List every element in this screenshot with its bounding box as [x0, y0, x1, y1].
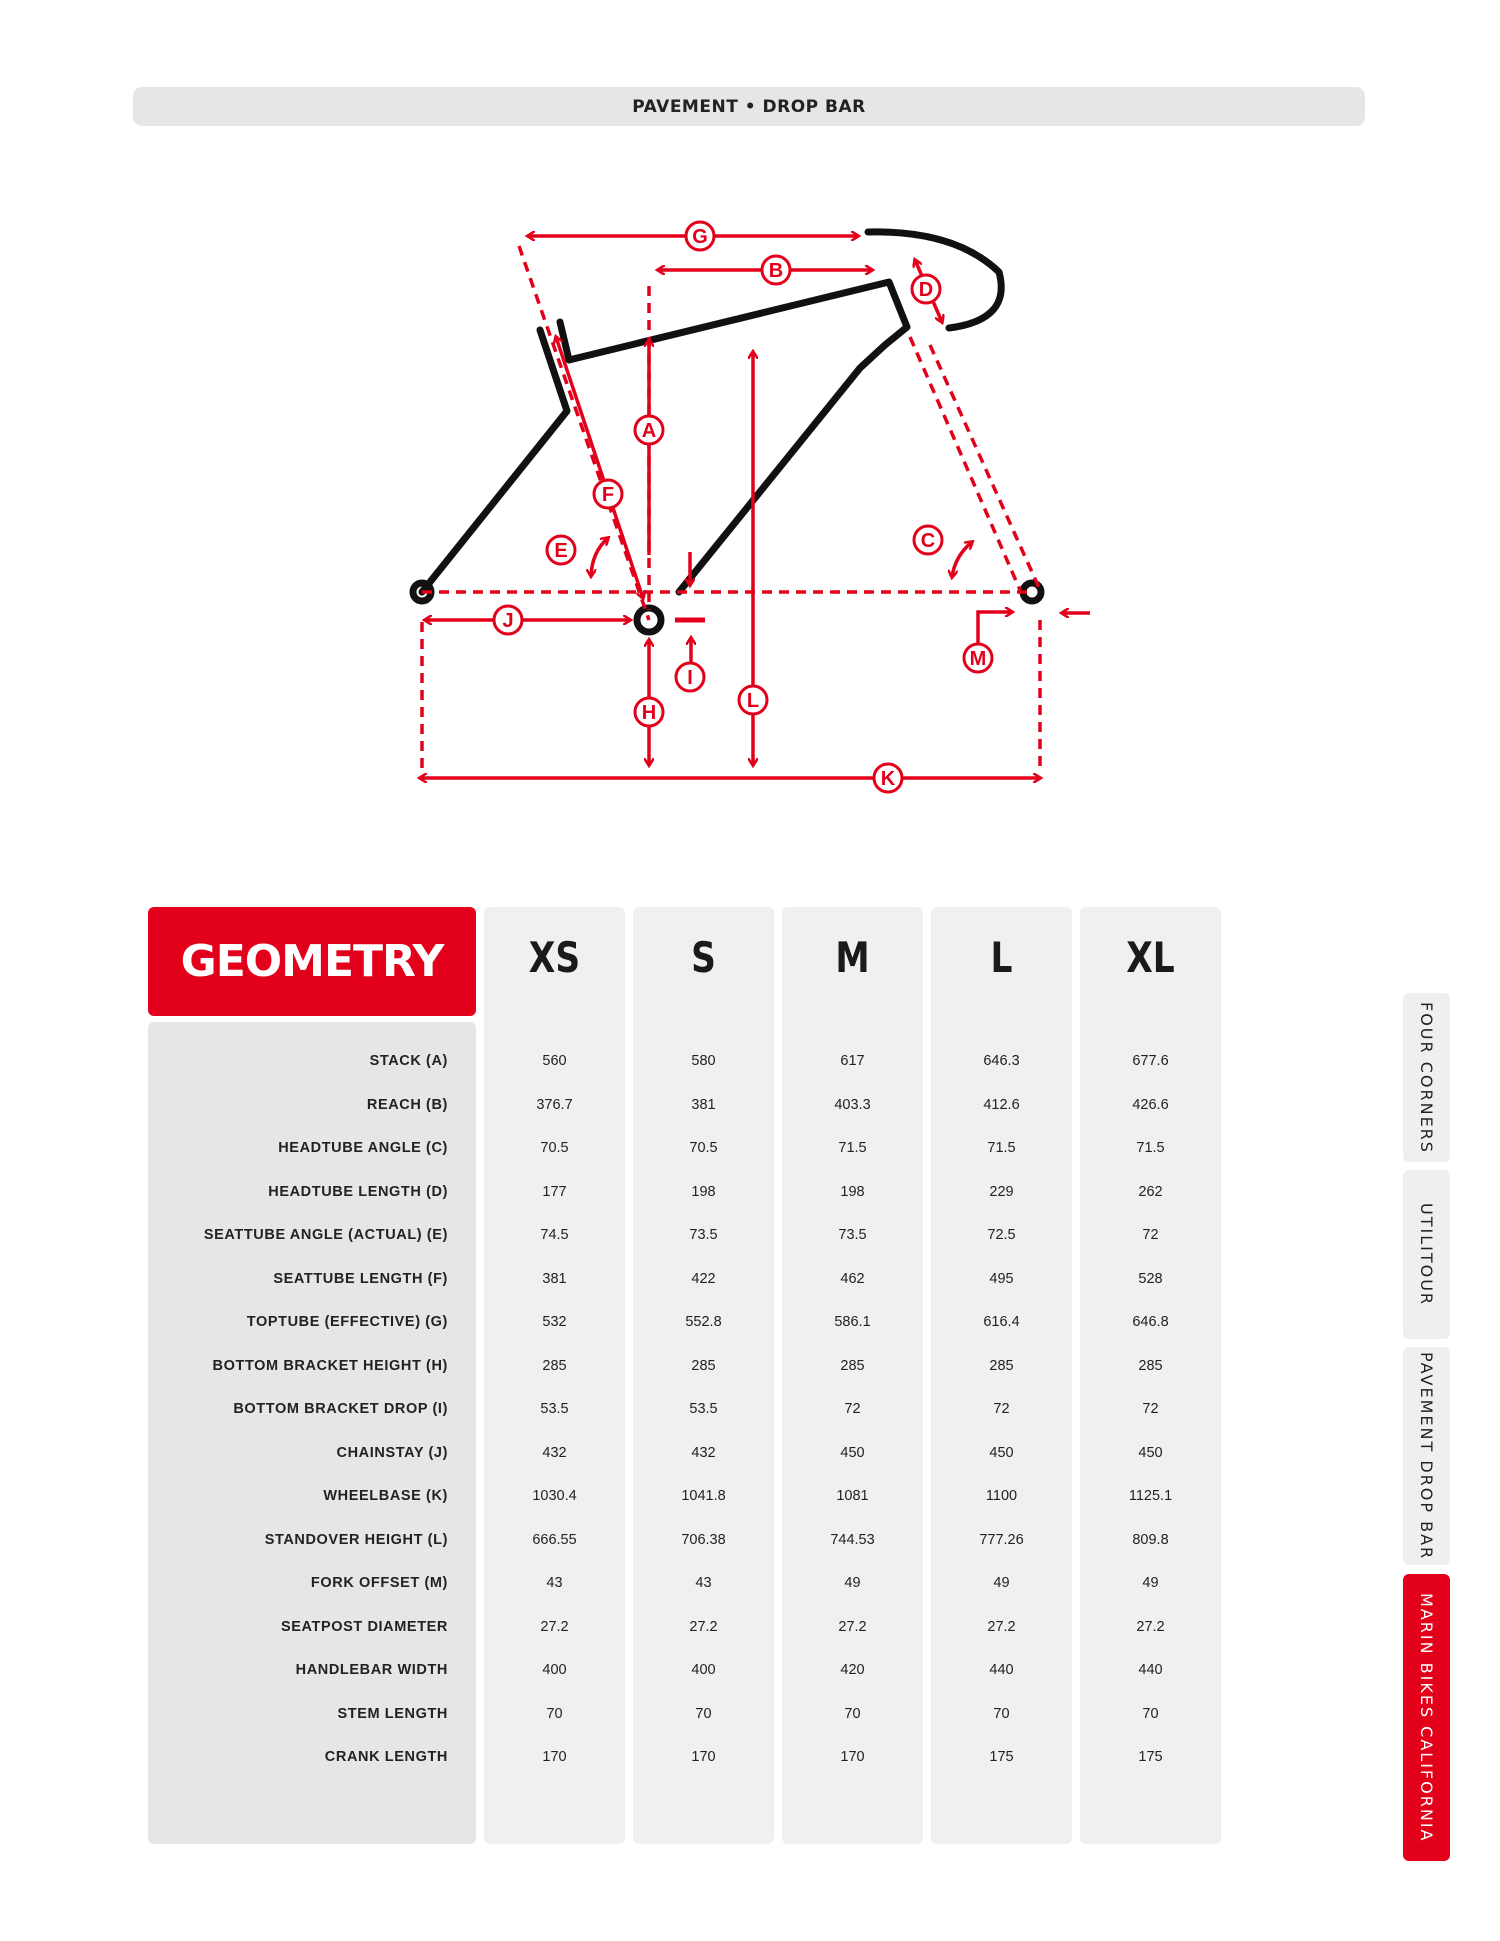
table-cell: 70	[1142, 1705, 1159, 1722]
marker-k: K	[880, 768, 896, 790]
table-cell: 49	[844, 1575, 861, 1591]
bike-frame	[413, 232, 1041, 632]
row-label: BOTTOM BRACKET DROP (I)	[233, 1401, 448, 1417]
marker-j: J	[502, 610, 514, 632]
table-cell: 170	[840, 1749, 865, 1765]
marker-m: M	[969, 648, 987, 670]
row-label: HEADTUBE LENGTH (D)	[268, 1183, 448, 1200]
table-cell: 528	[1138, 1270, 1163, 1287]
table-cell: 43	[546, 1575, 563, 1591]
table-cell: 666.55	[532, 1531, 577, 1548]
table-cell: 27.2	[987, 1618, 1016, 1635]
table-cell: 262	[1138, 1183, 1163, 1200]
side-tab-pavement-drop-bar[interactable]: PAVEMENT DROP BAR	[1403, 1347, 1450, 1565]
table-cell: 560	[542, 1053, 567, 1069]
table-cell: 70	[695, 1705, 712, 1722]
table-cell: 70	[993, 1705, 1010, 1722]
size-column-xl	[1080, 907, 1221, 1844]
row-label: STANDOVER HEIGHT (L)	[264, 1531, 448, 1548]
table-cell: 73.5	[838, 1227, 867, 1243]
table-cell: 72	[1142, 1401, 1159, 1417]
row-label: STEM LENGTH	[337, 1705, 448, 1722]
table-cell: 450	[989, 1444, 1014, 1461]
table-cell: 71.5	[987, 1140, 1016, 1156]
table-cell: 440	[989, 1662, 1014, 1678]
marker-c: C	[920, 530, 936, 552]
table-cell: 677.6	[1132, 1053, 1169, 1069]
row-label: STACK (A)	[369, 1053, 448, 1069]
table-cell: 53.5	[689, 1401, 718, 1417]
marker-g: G	[692, 226, 708, 248]
side-tab-utilitour[interactable]: UTILITOUR	[1403, 1170, 1450, 1339]
table-cell: 432	[542, 1444, 567, 1461]
geometry-diagram	[0, 0, 1500, 860]
size-header: XS	[528, 933, 581, 982]
marker-i: I	[687, 667, 693, 689]
table-cell: 1081	[836, 1488, 869, 1504]
size-column-xs	[484, 907, 625, 1844]
table-cell: 72	[993, 1401, 1010, 1417]
table-cell: 1100	[985, 1488, 1018, 1504]
category-title: PAVEMENT • DROP BAR	[632, 96, 866, 117]
size-header: M	[835, 933, 870, 982]
table-cell: 71.5	[838, 1140, 867, 1156]
table-cell: 580	[691, 1053, 716, 1069]
row-labels-column	[148, 1022, 476, 1844]
table-cell: 440	[1138, 1662, 1163, 1678]
row-label: REACH (B)	[366, 1096, 448, 1113]
table-cell: 170	[542, 1749, 567, 1765]
table-cell: 617	[840, 1053, 865, 1069]
table-cell: 73.5	[689, 1227, 718, 1243]
row-label: HANDLEBAR WIDTH	[295, 1662, 448, 1678]
row-label: TOPTUBE (EFFECTIVE) (G)	[246, 1314, 448, 1330]
marker-h: H	[641, 702, 657, 724]
table-cell: 70	[546, 1705, 563, 1722]
row-label: SEATTUBE LENGTH (F)	[273, 1270, 448, 1287]
table-cell: 27.2	[540, 1618, 569, 1635]
table-cell: 27.2	[838, 1618, 867, 1635]
table-cell: 198	[840, 1183, 865, 1200]
table-cell: 616.4	[983, 1314, 1020, 1330]
size-column-l	[931, 907, 1072, 1844]
row-label: CHAINSTAY (J)	[336, 1444, 448, 1461]
table-cell: 495	[989, 1270, 1014, 1287]
table-cell: 70.5	[689, 1140, 718, 1156]
table-cell: 412.6	[983, 1096, 1020, 1113]
row-label: CRANK LENGTH	[324, 1749, 448, 1765]
table-cell: 49	[1142, 1575, 1159, 1591]
table-cell: 285	[1138, 1357, 1163, 1374]
marker-e: E	[554, 540, 568, 562]
table-cell: 72	[844, 1401, 861, 1417]
size-header: S	[691, 933, 716, 982]
side-tab-four-corners[interactable]: FOUR CORNERS	[1403, 993, 1450, 1162]
table-cell: 376.7	[536, 1096, 573, 1113]
table-cell: 426.6	[1132, 1096, 1169, 1113]
table-cell: 381	[691, 1096, 716, 1113]
marker-a: A	[641, 420, 657, 442]
table-cell: 72	[1142, 1227, 1159, 1243]
table-cell: 381	[542, 1270, 567, 1287]
table-cell: 586.1	[834, 1314, 871, 1330]
table-cell: 175	[1138, 1749, 1163, 1765]
table-cell: 229	[989, 1183, 1014, 1200]
table-cell: 1041.8	[681, 1488, 726, 1504]
table-cell: 1125.1	[1128, 1488, 1173, 1504]
size-header: XL	[1126, 933, 1175, 982]
table-cell: 1030.4	[532, 1488, 577, 1504]
table-cell: 450	[1138, 1444, 1163, 1461]
table-cell: 285	[840, 1357, 865, 1374]
size-column-s	[633, 907, 774, 1844]
table-cell: 43	[695, 1575, 712, 1591]
table-cell: 777.26	[979, 1531, 1024, 1548]
row-label: FORK OFFSET (M)	[310, 1575, 448, 1591]
table-cell: 177	[542, 1183, 567, 1200]
table-cell: 462	[840, 1270, 865, 1287]
table-cell: 420	[840, 1662, 865, 1678]
table-cell: 706.38	[681, 1531, 726, 1548]
table-cell: 432	[691, 1444, 716, 1461]
table-cell: 532	[542, 1314, 567, 1330]
table-cell: 27.2	[689, 1618, 718, 1635]
table-cell: 170	[691, 1749, 716, 1765]
table-cell: 744.53	[830, 1531, 875, 1548]
table-cell: 285	[691, 1357, 716, 1374]
marker-b: B	[768, 260, 784, 282]
table-cell: 285	[989, 1357, 1014, 1374]
row-label: BOTTOM BRACKET HEIGHT (H)	[212, 1357, 448, 1374]
table-cell: 285	[542, 1357, 567, 1374]
table-cell: 70.5	[540, 1140, 569, 1156]
size-column-m	[782, 907, 923, 1844]
table-cell: 175	[989, 1749, 1014, 1765]
table-cell: 552.8	[685, 1314, 722, 1330]
table-cell: 646.8	[1132, 1314, 1169, 1330]
size-header: L	[990, 933, 1013, 982]
marker-f: F	[601, 484, 615, 506]
table-cell: 646.3	[983, 1053, 1020, 1069]
row-label: HEADTUBE ANGLE (C)	[278, 1140, 448, 1156]
table-cell: 450	[840, 1444, 865, 1461]
table-cell: 71.5	[1136, 1140, 1165, 1156]
table-cell: 422	[691, 1270, 716, 1287]
table-cell: 400	[691, 1662, 716, 1678]
row-label: SEATPOST DIAMETER	[280, 1618, 448, 1635]
marker-l: L	[746, 690, 760, 712]
table-cell: 70	[844, 1705, 861, 1722]
table-cell: 49	[993, 1575, 1010, 1591]
table-cell: 809.8	[1132, 1531, 1169, 1548]
table-cell: 74.5	[540, 1227, 569, 1243]
row-label: WHEELBASE (K)	[323, 1488, 448, 1504]
table-cell: 27.2	[1136, 1618, 1165, 1635]
table-cell: 198	[691, 1183, 716, 1200]
table-cell: 53.5	[540, 1401, 569, 1417]
side-tab-marin-bikes-california[interactable]: MARIN BIKES CALIFORNIA	[1403, 1574, 1450, 1861]
table-cell: 400	[542, 1662, 567, 1678]
marker-d: D	[918, 279, 934, 301]
row-label: SEATTUBE ANGLE (ACTUAL) (E)	[203, 1227, 448, 1243]
table-cell: 72.5	[987, 1227, 1016, 1243]
geometry-title: GEOMETRY	[148, 907, 476, 1016]
table-cell: 403.3	[834, 1096, 871, 1113]
